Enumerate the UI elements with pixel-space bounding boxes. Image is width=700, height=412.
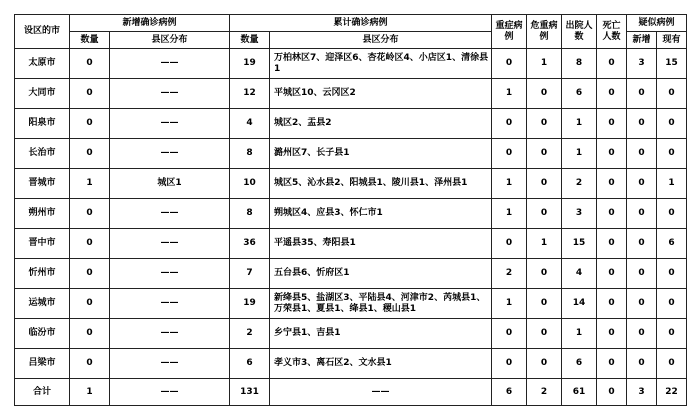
city-cell: 晋城市 [15,169,70,199]
total-new-dist-cell: —— [110,379,230,406]
cum-dist-cell: 万柏林区7、迎泽区6、杏花岭区4、小店区1、清徐县1 [270,49,492,79]
header-new-group: 新增确诊病例 [70,15,230,32]
total-cum-count-cell: 131 [230,379,270,406]
cum-count-cell: 2 [230,319,270,349]
discharged-cell: 3 [562,199,597,229]
new-count-cell: 0 [70,139,110,169]
table-row [15,229,687,259]
critical-cell: 0 [527,169,562,199]
new-count-cell: 1 [70,169,110,199]
city-cell: 阳泉市 [15,109,70,139]
critical-cell: 0 [527,349,562,379]
new-dist-cell: —— [110,199,230,229]
table-row [15,139,687,169]
suspect-current-cell: 0 [657,139,687,169]
new-dist-cell: —— [110,289,230,319]
suspect-new-cell: 0 [627,199,657,229]
city-cell: 大同市 [15,79,70,109]
total-deaths-cell: 0 [597,379,627,406]
critical-cell: 0 [527,319,562,349]
discharged-cell: 1 [562,319,597,349]
header-new-count: 数量 [70,32,110,49]
suspect-new-cell: 0 [627,319,657,349]
suspect-current-cell: 1 [657,169,687,199]
total-suspect-current-cell: 22 [657,379,687,406]
cum-count-cell: 19 [230,289,270,319]
deaths-cell: 0 [597,109,627,139]
cum-dist-cell: 朔城区4、应县3、怀仁市1 [270,199,492,229]
deaths-cell: 0 [597,79,627,109]
city-cell: 长治市 [15,139,70,169]
critical-cell: 0 [527,199,562,229]
severe-cell: 0 [492,319,527,349]
discharged-cell: 1 [562,109,597,139]
total-row [15,379,687,406]
table-row [15,109,687,139]
critical-cell: 0 [527,109,562,139]
deaths-cell: 0 [597,229,627,259]
suspect-current-cell: 0 [657,289,687,319]
critical-cell: 0 [527,259,562,289]
city-cell: 运城市 [15,289,70,319]
table-row [15,289,687,319]
table-row [15,169,687,199]
critical-cell: 0 [527,79,562,109]
cum-dist-cell: 城区2、盂县2 [270,109,492,139]
cum-count-cell: 36 [230,229,270,259]
new-dist-cell: —— [110,109,230,139]
header-deaths: 死亡人数 [597,15,627,49]
new-dist-cell: —— [110,139,230,169]
severe-cell: 0 [492,109,527,139]
cum-dist-cell: 新绛县5、盐湖区3、平陆县4、河津市2、芮城县1、万荣县1、夏县1、绛县1、稷山县1 [270,289,492,319]
cum-count-cell: 19 [230,49,270,79]
severe-cell: 1 [492,289,527,319]
city-cell: 吕梁市 [15,349,70,379]
new-count-cell: 0 [70,109,110,139]
suspect-current-cell: 0 [657,109,687,139]
total-discharged-cell: 61 [562,379,597,406]
city-cell: 忻州市 [15,259,70,289]
discharged-cell: 6 [562,79,597,109]
new-count-cell: 0 [70,199,110,229]
table-row [15,49,687,79]
deaths-cell: 0 [597,139,627,169]
city-cell: 临汾市 [15,319,70,349]
new-dist-cell: —— [110,319,230,349]
severe-cell: 0 [492,349,527,379]
city-cell: 太原市 [15,49,70,79]
suspect-new-cell: 0 [627,289,657,319]
critical-cell: 0 [527,289,562,319]
suspect-current-cell: 15 [657,49,687,79]
new-count-cell: 0 [70,259,110,289]
cum-dist-cell: 潞州区7、长子县1 [270,139,492,169]
total-new-count-cell: 1 [70,379,110,406]
new-count-cell: 0 [70,79,110,109]
header-cum-group: 累计确诊病例 [230,15,492,32]
deaths-cell: 0 [597,349,627,379]
cum-dist-cell: 城区5、沁水县2、阳城县1、陵川县1、泽州县1 [270,169,492,199]
critical-cell: 1 [527,49,562,79]
cum-dist-cell: 五台县6、忻府区1 [270,259,492,289]
table-row [15,259,687,289]
discharged-cell: 2 [562,169,597,199]
suspect-current-cell: 6 [657,229,687,259]
new-dist-cell: —— [110,79,230,109]
new-dist-cell: 城区1 [110,169,230,199]
cum-dist-cell: 平遥县35、寿阳县1 [270,229,492,259]
header-discharged: 出院人数 [562,15,597,49]
critical-cell: 0 [527,139,562,169]
cum-count-cell: 8 [230,139,270,169]
header-suspect-new: 新增 [627,32,657,49]
critical-cell: 1 [527,229,562,259]
severe-cell: 2 [492,259,527,289]
new-count-cell: 0 [70,229,110,259]
header-new-county: 县区分布 [110,32,230,49]
severe-cell: 1 [492,199,527,229]
header-city: 设区的市 [15,15,70,49]
severe-cell: 0 [492,49,527,79]
discharged-cell: 1 [562,139,597,169]
discharged-cell: 4 [562,259,597,289]
suspect-new-cell: 0 [627,79,657,109]
total-suspect-new-cell: 3 [627,379,657,406]
header-cum-county: 县区分布 [270,32,492,49]
discharged-cell: 14 [562,289,597,319]
case-table [14,14,687,406]
total-severe-cell: 6 [492,379,527,406]
table-row [15,319,687,349]
deaths-cell: 0 [597,199,627,229]
table-row [15,349,687,379]
cum-count-cell: 12 [230,79,270,109]
severe-cell: 0 [492,229,527,259]
new-count-cell: 0 [70,349,110,379]
header-suspect-current: 现有 [657,32,687,49]
table-row [15,79,687,109]
cum-count-cell: 10 [230,169,270,199]
deaths-cell: 0 [597,169,627,199]
suspect-new-cell: 0 [627,109,657,139]
suspect-new-cell: 0 [627,169,657,199]
cum-dist-cell: 乡宁县1、吉县1 [270,319,492,349]
new-count-cell: 0 [70,49,110,79]
new-count-cell: 0 [70,289,110,319]
new-count-cell: 0 [70,319,110,349]
cum-dist-cell: 孝义市3、离石区2、文水县1 [270,349,492,379]
table-body [15,49,687,406]
total-cum-dist-cell: —— [270,379,492,406]
cum-count-cell: 7 [230,259,270,289]
cum-count-cell: 8 [230,199,270,229]
suspect-current-cell: 0 [657,349,687,379]
suspect-new-cell: 0 [627,259,657,289]
suspect-new-cell: 0 [627,139,657,169]
discharged-cell: 6 [562,349,597,379]
severe-cell: 0 [492,139,527,169]
deaths-cell: 0 [597,319,627,349]
deaths-cell: 0 [597,49,627,79]
cum-count-cell: 4 [230,109,270,139]
city-cell: 晋中市 [15,229,70,259]
total-critical-cell: 2 [527,379,562,406]
cum-count-cell: 6 [230,349,270,379]
table-row [15,199,687,229]
deaths-cell: 0 [597,289,627,319]
total-label-cell: 合计 [15,379,70,406]
severe-cell: 1 [492,169,527,199]
new-dist-cell: —— [110,259,230,289]
header-cum-count: 数量 [230,32,270,49]
new-dist-cell: —— [110,49,230,79]
deaths-cell: 0 [597,259,627,289]
suspect-new-cell: 3 [627,49,657,79]
header-severe: 重症病例 [492,15,527,49]
discharged-cell: 15 [562,229,597,259]
suspect-current-cell: 0 [657,79,687,109]
table-header [15,15,687,49]
suspect-current-cell: 0 [657,259,687,289]
suspect-current-cell: 0 [657,199,687,229]
header-critical: 危重病例 [527,15,562,49]
new-dist-cell: —— [110,229,230,259]
header-suspect-group: 疑似病例 [627,15,687,32]
cum-dist-cell: 平城区10、云冈区2 [270,79,492,109]
new-dist-cell: —— [110,349,230,379]
suspect-new-cell: 0 [627,349,657,379]
discharged-cell: 8 [562,49,597,79]
suspect-new-cell: 0 [627,229,657,259]
city-cell: 朔州市 [15,199,70,229]
suspect-current-cell: 0 [657,319,687,349]
severe-cell: 1 [492,79,527,109]
